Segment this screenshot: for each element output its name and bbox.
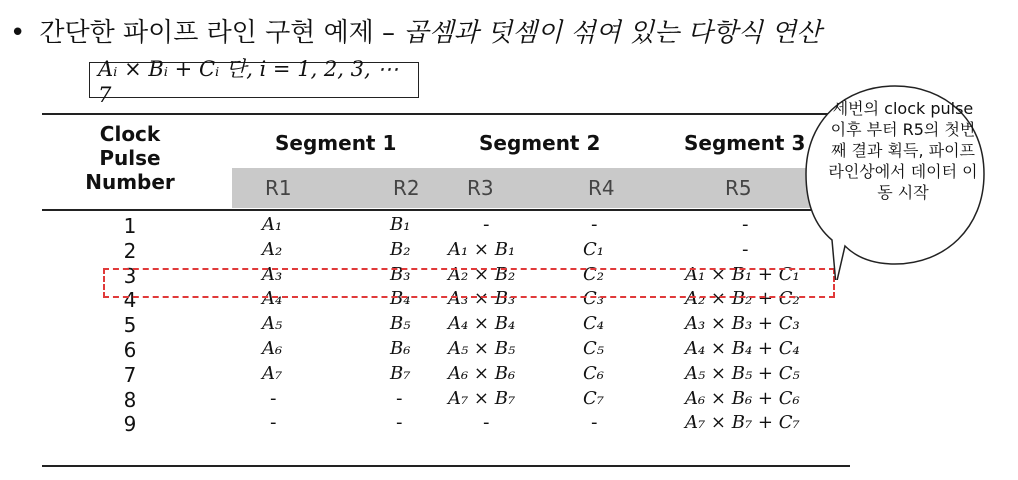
formula-box <box>89 57 419 107</box>
cell-r2: B₅ <box>390 313 411 335</box>
cell-r2: - <box>396 412 403 434</box>
cell-r4: C₆ <box>583 362 604 384</box>
bullet-icon: • <box>10 18 26 48</box>
cell-r5: - <box>742 214 749 235</box>
cell-r3: A₄ × B₄ <box>448 313 516 335</box>
cell-r4: C₂ <box>583 263 604 285</box>
cell-r2: B₂ <box>390 238 411 260</box>
register-r3: R3 <box>467 176 494 200</box>
cell-r2: B₃ <box>390 263 411 285</box>
row-3-highlight-box <box>103 268 835 298</box>
cell-r4: C₅ <box>583 338 604 359</box>
register-r4: R4 <box>588 176 615 200</box>
formula-text: Aᵢ × Bᵢ + Cᵢ 단, i = 1, 2, 3, ⋯ 7 <box>98 57 399 107</box>
clock-pulse-header <box>75 122 185 194</box>
cell-r3: - <box>483 412 490 434</box>
cell-r1: A₇ <box>262 362 283 384</box>
cell-r3: A₅ × B₅ <box>448 338 516 359</box>
cell-r2: B₁ <box>390 214 411 235</box>
cell-r3: - <box>483 214 490 235</box>
cell-r3: A₆ × B₆ <box>448 362 516 384</box>
cell-r2: - <box>396 387 403 409</box>
title-italic: 곱셈과 덧셈이 섞여 있는 다항식 연산 <box>403 18 822 48</box>
table-bottom-rule <box>42 465 850 467</box>
clock-pulse-number: 1 <box>123 214 137 238</box>
cell-r2: B₄ <box>390 288 411 310</box>
cell-r4: - <box>591 214 598 235</box>
clock-pulse-number: 4 <box>123 288 137 313</box>
cell-r3: A₇ × B₇ <box>448 387 516 409</box>
segment-2-header: Segment 2 <box>479 131 601 155</box>
cell-r1: A₁ <box>262 214 283 235</box>
cell-r1: - <box>270 412 277 434</box>
cell-r5: A₄ × B₄ + C₄ <box>685 338 800 359</box>
clock-pulse-number: 9 <box>123 412 137 437</box>
cell-r5: A₁ × B₁ + C₁ <box>685 263 800 285</box>
segment-3-header: Segment 3 <box>684 131 806 155</box>
cell-r5: A₅ × B₅ + C₅ <box>685 362 800 384</box>
cell-r4: C₄ <box>583 313 604 335</box>
clock-pulse-number: 8 <box>123 387 137 412</box>
title-plain: 간단한 파이프 라인 구현 예제 – <box>39 18 404 48</box>
clock-pulse-number: 7 <box>123 362 137 387</box>
cell-r1: A₅ <box>262 313 283 335</box>
slide-title <box>10 12 821 49</box>
cell-r1: A₄ <box>262 288 283 310</box>
cell-r2: B₇ <box>390 362 411 384</box>
table-top-rule <box>42 113 850 115</box>
cell-r4: C₁ <box>583 238 604 260</box>
register-r1: R1 <box>265 176 292 200</box>
cell-r2: B₆ <box>390 338 411 359</box>
cell-r4: C₇ <box>583 387 604 409</box>
cell-r4: C₃ <box>583 288 604 310</box>
cell-r5: - <box>742 238 749 260</box>
cell-r1: A₆ <box>262 338 283 359</box>
clock-header-line-1: Clock <box>99 122 161 146</box>
clock-pulse-number: 2 <box>123 238 137 263</box>
cell-r5: A₆ × B₆ + C₆ <box>685 387 800 409</box>
clock-pulse-number: 3 <box>123 263 137 288</box>
clock-header-line-2: Pulse <box>99 146 161 170</box>
callout-text: 세번의 clock pulse이후 부터 R5의 첫번째 결과 획득, 파이프 라인상에서 데이터 이동 시작 <box>828 99 978 202</box>
cell-r1: - <box>270 387 277 409</box>
table-header-rule <box>42 209 850 211</box>
cell-r5: A₇ × B₇ + C₇ <box>685 412 800 434</box>
cell-r5: A₂ × B₂ + C₂ <box>685 288 800 310</box>
clock-pulse-number: 6 <box>123 338 137 362</box>
cell-r3: A₁ × B₁ <box>448 238 516 260</box>
register-r5: R5 <box>725 176 752 200</box>
cell-r3: A₃ × B₃ <box>448 288 516 310</box>
cell-r3: A₂ × B₂ <box>448 263 516 285</box>
cell-r1: A₃ <box>262 263 283 285</box>
segment-1-header: Segment 1 <box>275 131 397 155</box>
cell-r1: A₂ <box>262 238 283 260</box>
cell-r5: A₃ × B₃ + C₃ <box>685 313 800 335</box>
clock-pulse-number: 5 <box>123 313 137 338</box>
cell-r4: - <box>591 412 598 434</box>
clock-header-line-3: Number <box>85 170 175 194</box>
register-r2: R2 <box>393 176 420 200</box>
